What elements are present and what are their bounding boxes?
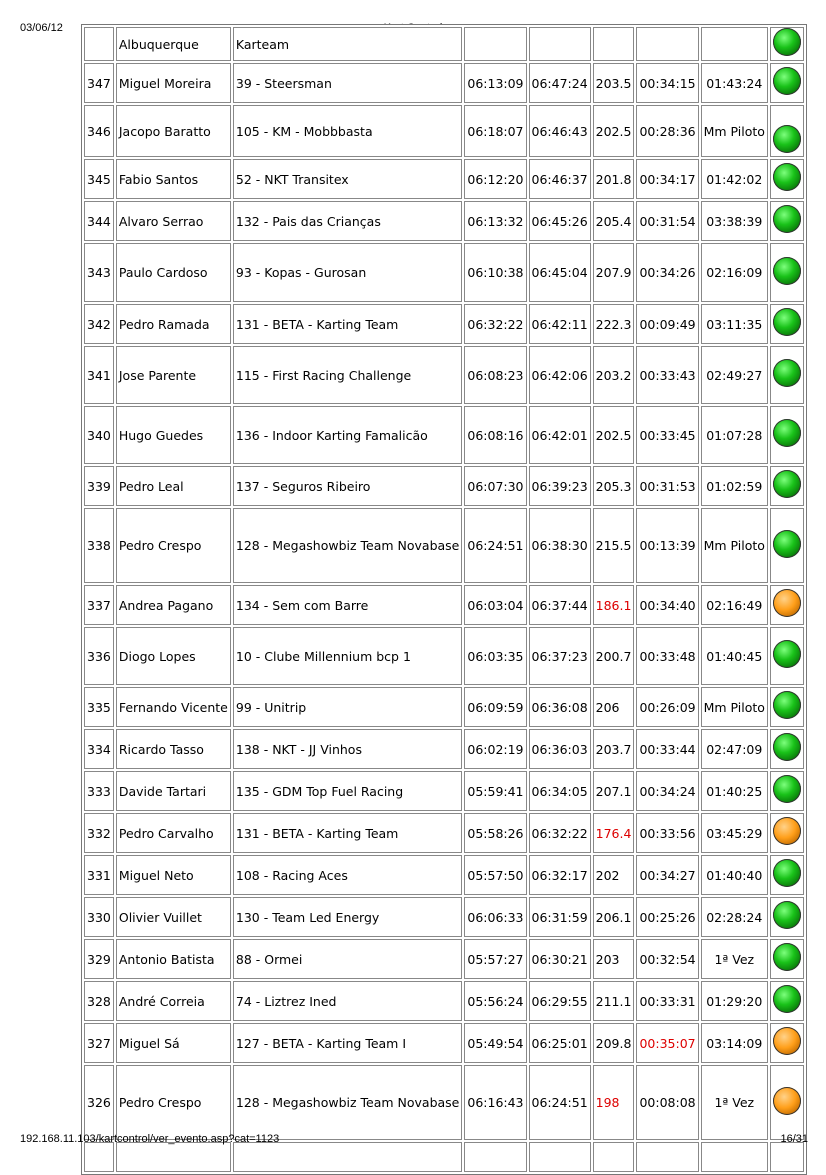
interval-cell: Mm Piloto [701,508,768,583]
speed-cell: 202 [593,855,635,895]
green-status-light-icon [773,67,801,95]
green-status-light-icon [773,359,801,387]
speed-cell: 202.5 [593,105,635,157]
green-status-light-icon [773,530,801,558]
position-cell: 337 [84,585,114,625]
position-cell: 346 [84,105,114,157]
duration-cell: 00:34:26 [636,243,698,302]
status-cell [770,466,804,506]
status-cell [770,63,804,103]
duration-cell: 00:33:48 [636,627,698,685]
table-row [84,159,804,199]
speed-cell: 203.2 [593,346,635,404]
speed-cell: 200.7 [593,627,635,685]
orange-status-light-icon [773,1087,801,1115]
table-row [84,346,804,404]
status-cell [770,1023,804,1063]
status-cell [770,585,804,625]
end-time-cell: 06:37:44 [529,585,591,625]
print-date: 03/06/12 [20,22,63,34]
driver-name-cell: Hugo Guedes [116,406,231,464]
speed-cell: 201.8 [593,159,635,199]
team-cell: 99 - Unitrip [233,687,463,727]
driver-name-cell: Diogo Lopes [116,627,231,685]
team-cell: 93 - Kopas - Gurosan [233,243,463,302]
status-cell [770,508,804,583]
duration-cell: 00:28:36 [636,105,698,157]
start-time-cell: 05:58:26 [464,813,526,853]
speed-cell: 206.1 [593,897,635,937]
team-cell: 128 - Megashowbiz Team Novabase [233,508,463,583]
interval-cell: Mm Piloto [701,687,768,727]
page-url: 192.168.11.103/kartcontrol/ver_evento.asp?cat=1123 [20,1133,280,1145]
interval-cell: 02:28:24 [701,897,768,937]
orange-status-light-icon [773,817,801,845]
duration-cell: 00:25:26 [636,897,698,937]
results-table-body [84,27,804,1172]
end-time-cell: 06:36:08 [529,687,591,727]
interval-cell: 02:49:27 [701,346,768,404]
table-row [84,105,804,157]
table-row [84,63,804,103]
green-status-light-icon [773,205,801,233]
duration-cell [636,27,698,61]
position-cell: 333 [84,771,114,811]
position-cell: 344 [84,201,114,241]
interval-cell: 01:40:25 [701,771,768,811]
table-row [84,1065,804,1140]
interval-cell: 1ª Vez [701,1065,768,1140]
driver-name-cell: Pedro Crespo [116,508,231,583]
interval-cell: 03:11:35 [701,304,768,344]
green-status-light-icon [773,691,801,719]
team-cell: 131 - BETA - Karting Team [233,813,463,853]
position-cell: 341 [84,346,114,404]
table-row [84,304,804,344]
page-number: 16/31 [780,1133,808,1145]
interval-cell: 02:16:49 [701,585,768,625]
green-status-light-icon [773,943,801,971]
interval-cell: 1ª Vez [701,939,768,979]
speed-cell: 205.4 [593,201,635,241]
team-cell: 39 - Steersman [233,63,463,103]
driver-name-cell: Fernando Vicente [116,687,231,727]
speed-cell: 207.1 [593,771,635,811]
interval-cell [701,1142,768,1172]
green-status-light-icon [773,257,801,285]
duration-cell: 00:31:54 [636,201,698,241]
position-cell: 329 [84,939,114,979]
table-row [84,687,804,727]
status-cell [770,1142,804,1172]
table-row [84,243,804,302]
start-time-cell: 06:10:38 [464,243,526,302]
end-time-cell: 06:39:23 [529,466,591,506]
duration-cell: 00:33:43 [636,346,698,404]
end-time-cell: 06:42:06 [529,346,591,404]
interval-cell: 01:40:45 [701,627,768,685]
end-time-cell: 06:38:30 [529,508,591,583]
status-cell [770,27,804,61]
speed-cell: 176.4 [593,813,635,853]
duration-cell [636,1142,698,1172]
duration-cell: 00:09:49 [636,304,698,344]
end-time-cell: 06:45:04 [529,243,591,302]
position-cell: 347 [84,63,114,103]
table-row [84,981,804,1021]
end-time-cell: 06:31:59 [529,897,591,937]
green-status-light-icon [773,640,801,668]
start-time-cell: 06:24:51 [464,508,526,583]
duration-cell: 00:33:56 [636,813,698,853]
position-cell: 331 [84,855,114,895]
position-cell: 334 [84,729,114,769]
green-status-light-icon [773,308,801,336]
speed-cell [593,27,635,61]
driver-name-cell: Andrea Pagano [116,585,231,625]
start-time-cell: 06:13:32 [464,201,526,241]
speed-cell: 222.3 [593,304,635,344]
end-time-cell: 06:47:24 [529,63,591,103]
start-time-cell: 06:02:19 [464,729,526,769]
team-cell: 131 - BETA - Karting Team [233,304,463,344]
table-row [84,1142,804,1172]
start-time-cell: 06:08:16 [464,406,526,464]
green-status-light-icon [773,28,801,56]
position-cell: 336 [84,627,114,685]
interval-cell: 03:14:09 [701,1023,768,1063]
speed-cell: 206 [593,687,635,727]
table-row [84,508,804,583]
start-time-cell: 05:49:54 [464,1023,526,1063]
team-cell: 134 - Sem com Barre [233,585,463,625]
position-cell: 345 [84,159,114,199]
status-cell [770,346,804,404]
driver-name-cell: Ricardo Tasso [116,729,231,769]
speed-cell: 198 [593,1065,635,1140]
driver-name-cell: Pedro Carvalho [116,813,231,853]
status-cell [770,771,804,811]
driver-name-cell: Jacopo Baratto [116,105,231,157]
driver-name-cell: Albuquerque [116,27,231,61]
duration-cell: 00:34:15 [636,63,698,103]
position-cell: 332 [84,813,114,853]
speed-cell: 215.5 [593,508,635,583]
speed-cell: 209.8 [593,1023,635,1063]
position-cell: 340 [84,406,114,464]
start-time-cell: 05:56:24 [464,981,526,1021]
table-row [84,855,804,895]
results-table [81,24,807,1175]
green-status-light-icon [773,733,801,761]
start-time-cell: 06:18:07 [464,105,526,157]
team-cell: 136 - Indoor Karting Famalicão [233,406,463,464]
driver-name-cell: Miguel Sá [116,1023,231,1063]
team-cell [233,1142,463,1172]
start-time-cell: 06:12:20 [464,159,526,199]
status-cell [770,406,804,464]
start-time-cell: 06:09:59 [464,687,526,727]
table-row [84,1023,804,1063]
duration-cell: 00:33:31 [636,981,698,1021]
end-time-cell: 06:42:11 [529,304,591,344]
green-status-light-icon [773,419,801,447]
speed-cell: 186.1 [593,585,635,625]
table-row [84,406,804,464]
status-cell [770,897,804,937]
duration-cell: 00:08:08 [636,1065,698,1140]
status-cell [770,813,804,853]
table-row [84,627,804,685]
team-cell: 135 - GDM Top Fuel Racing [233,771,463,811]
end-time-cell: 06:34:05 [529,771,591,811]
start-time-cell: 05:57:50 [464,855,526,895]
interval-cell: 02:47:09 [701,729,768,769]
status-cell [770,201,804,241]
status-cell [770,627,804,685]
end-time-cell: 06:25:01 [529,1023,591,1063]
duration-cell: 00:13:39 [636,508,698,583]
duration-cell: 00:31:53 [636,466,698,506]
end-time-cell: 06:46:37 [529,159,591,199]
driver-name-cell: Miguel Moreira [116,63,231,103]
green-status-light-icon [773,775,801,803]
interval-cell: 01:42:02 [701,159,768,199]
speed-cell: 205.3 [593,466,635,506]
start-time-cell: 06:32:22 [464,304,526,344]
status-cell [770,243,804,302]
end-time-cell [529,27,591,61]
end-time-cell: 06:32:17 [529,855,591,895]
start-time-cell [464,27,526,61]
status-cell [770,939,804,979]
duration-cell: 00:34:40 [636,585,698,625]
green-status-light-icon [773,859,801,887]
duration-cell: 00:35:07 [636,1023,698,1063]
driver-name-cell: Olivier Vuillet [116,897,231,937]
position-cell [84,27,114,61]
position-cell: 343 [84,243,114,302]
speed-cell: 203.5 [593,63,635,103]
start-time-cell [464,1142,526,1172]
results-table-viewport [81,36,765,1128]
table-row [84,939,804,979]
start-time-cell: 06:13:09 [464,63,526,103]
end-time-cell: 06:32:22 [529,813,591,853]
interval-cell [701,27,768,61]
team-cell: 105 - KM - Mobbbasta [233,105,463,157]
position-cell: 339 [84,466,114,506]
interval-cell: 01:02:59 [701,466,768,506]
duration-cell: 00:26:09 [636,687,698,727]
status-cell [770,687,804,727]
end-time-cell: 06:30:21 [529,939,591,979]
green-status-light-icon [773,985,801,1013]
table-row [84,466,804,506]
speed-cell: 202.5 [593,406,635,464]
duration-cell: 00:33:44 [636,729,698,769]
driver-name-cell [116,1142,231,1172]
end-time-cell: 06:24:51 [529,1065,591,1140]
team-cell: 137 - Seguros Ribeiro [233,466,463,506]
interval-cell: 01:07:28 [701,406,768,464]
status-cell [770,304,804,344]
team-cell: 130 - Team Led Energy [233,897,463,937]
start-time-cell: 06:03:04 [464,585,526,625]
driver-name-cell: André Correia [116,981,231,1021]
speed-cell: 203 [593,939,635,979]
status-cell [770,981,804,1021]
status-cell [770,105,804,157]
green-status-light-icon [773,470,801,498]
driver-name-cell: Davide Tartari [116,771,231,811]
driver-name-cell: Jose Parente [116,346,231,404]
duration-cell: 00:34:24 [636,771,698,811]
duration-cell: 00:33:45 [636,406,698,464]
green-status-light-icon [773,901,801,929]
position-cell: 338 [84,508,114,583]
team-cell: 74 - Liztrez Ined [233,981,463,1021]
end-time-cell: 06:42:01 [529,406,591,464]
driver-name-cell: Miguel Neto [116,855,231,895]
driver-name-cell: Fabio Santos [116,159,231,199]
driver-name-cell: Pedro Crespo [116,1065,231,1140]
status-cell [770,729,804,769]
position-cell: 342 [84,304,114,344]
driver-name-cell: Alvaro Serrao [116,201,231,241]
position-cell: 330 [84,897,114,937]
position-cell [84,1142,114,1172]
orange-status-light-icon [773,1027,801,1055]
speed-cell [593,1142,635,1172]
team-cell: 88 - Ormei [233,939,463,979]
status-cell [770,159,804,199]
speed-cell: 207.9 [593,243,635,302]
start-time-cell: 06:08:23 [464,346,526,404]
speed-cell: 211.1 [593,981,635,1021]
interval-cell: 03:45:29 [701,813,768,853]
start-time-cell: 05:59:41 [464,771,526,811]
start-time-cell: 06:03:35 [464,627,526,685]
green-status-light-icon [773,163,801,191]
driver-name-cell: Pedro Ramada [116,304,231,344]
start-time-cell: 06:16:43 [464,1065,526,1140]
table-row [84,771,804,811]
status-cell [770,855,804,895]
interval-cell: 01:40:40 [701,855,768,895]
interval-cell: 03:38:39 [701,201,768,241]
end-time-cell: 06:36:03 [529,729,591,769]
team-cell: 138 - NKT - JJ Vinhos [233,729,463,769]
position-cell: 328 [84,981,114,1021]
start-time-cell: 06:07:30 [464,466,526,506]
table-row [84,897,804,937]
team-cell: 52 - NKT Transitex [233,159,463,199]
driver-name-cell: Pedro Leal [116,466,231,506]
table-row [84,729,804,769]
driver-name-cell: Paulo Cardoso [116,243,231,302]
team-cell: 108 - Racing Aces [233,855,463,895]
end-time-cell: 06:46:43 [529,105,591,157]
team-cell: 127 - BETA - Karting Team I [233,1023,463,1063]
end-time-cell [529,1142,591,1172]
end-time-cell: 06:29:55 [529,981,591,1021]
team-cell: 10 - Clube Millennium bcp 1 [233,627,463,685]
interval-cell: 01:29:20 [701,981,768,1021]
duration-cell: 00:34:27 [636,855,698,895]
team-cell: 115 - First Racing Challenge [233,346,463,404]
duration-cell: 00:32:54 [636,939,698,979]
end-time-cell: 06:37:23 [529,627,591,685]
interval-cell: 01:43:24 [701,63,768,103]
table-row [84,27,804,61]
table-row [84,585,804,625]
start-time-cell: 05:57:27 [464,939,526,979]
green-status-light-icon [773,125,801,153]
orange-status-light-icon [773,589,801,617]
position-cell: 327 [84,1023,114,1063]
position-cell: 335 [84,687,114,727]
table-row [84,201,804,241]
driver-name-cell: Antonio Batista [116,939,231,979]
duration-cell: 00:34:17 [636,159,698,199]
start-time-cell: 06:06:33 [464,897,526,937]
speed-cell: 203.7 [593,729,635,769]
interval-cell: 02:16:09 [701,243,768,302]
team-cell: 128 - Megashowbiz Team Novabase [233,1065,463,1140]
interval-cell: Mm Piloto [701,105,768,157]
table-row [84,813,804,853]
end-time-cell: 06:45:26 [529,201,591,241]
status-cell [770,1065,804,1140]
team-cell: 132 - Pais das Crianças [233,201,463,241]
position-cell: 326 [84,1065,114,1140]
team-cell: Karteam [233,27,463,61]
